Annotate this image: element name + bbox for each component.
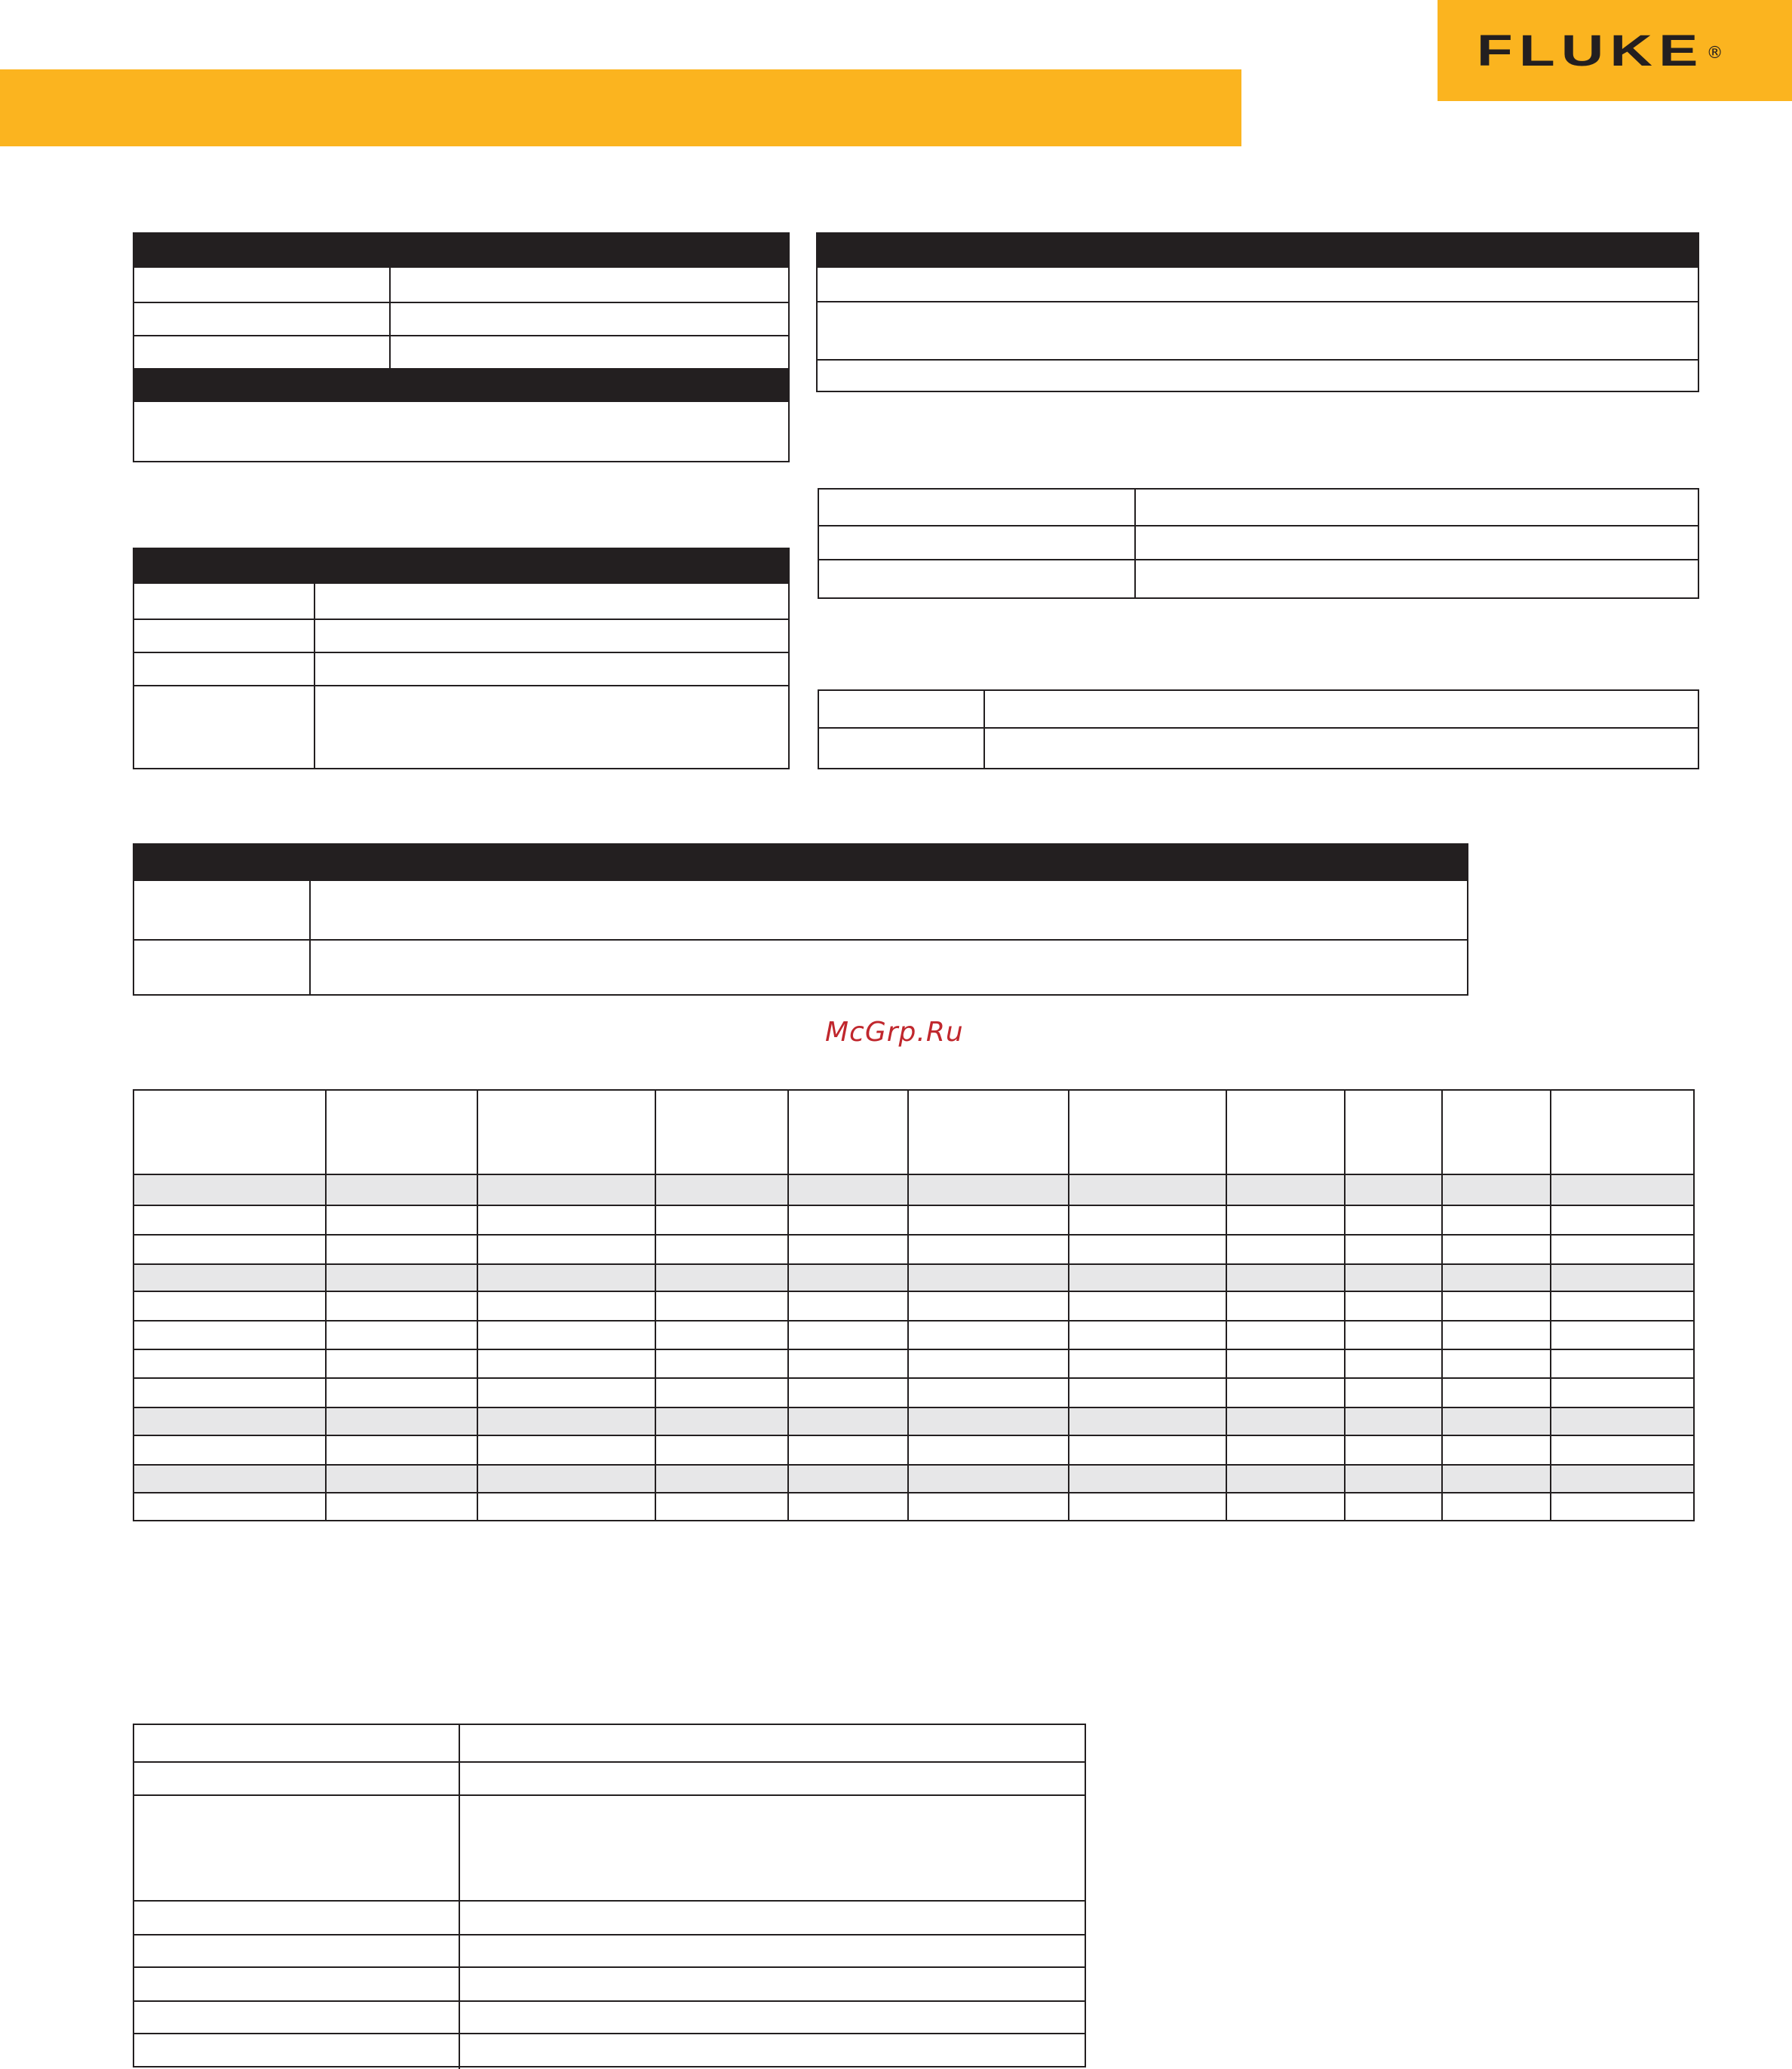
row-divider (134, 2033, 1085, 2034)
header-band (0, 69, 1241, 146)
row-divider (134, 1291, 1693, 1292)
row-divider (134, 1794, 1085, 1796)
row-divider (134, 652, 788, 653)
column-divider (1550, 1091, 1551, 1521)
column-divider (1344, 1091, 1346, 1521)
row-divider (134, 1377, 1693, 1379)
column-divider (983, 691, 985, 769)
row-divider (134, 1761, 1085, 1763)
row-divider (819, 559, 1698, 560)
row-divider (134, 1407, 1693, 1408)
column-divider (655, 1091, 656, 1521)
spec-table-f (133, 843, 1468, 996)
shaded-row (134, 1263, 1693, 1291)
table-header (134, 234, 788, 268)
row-divider (134, 1263, 1693, 1265)
row-divider (134, 1349, 1693, 1350)
watermark: McGrp.Ru (825, 1017, 964, 1048)
registered-mark: ® (1706, 43, 1723, 63)
row-divider (134, 1234, 1693, 1236)
spec-table-d (818, 488, 1699, 599)
column-divider (907, 1091, 909, 1521)
logo-text: FLUKE (1477, 26, 1705, 75)
column-divider (1134, 490, 1136, 599)
row-divider (134, 1464, 1693, 1466)
table-header (134, 845, 1467, 881)
column-divider (1441, 1091, 1443, 1521)
row-divider (134, 619, 788, 620)
row-divider (818, 359, 1698, 361)
row-divider (819, 525, 1698, 526)
row-divider (134, 1966, 1085, 1968)
row-divider (134, 335, 788, 336)
row-divider (134, 685, 788, 686)
row-divider (134, 1492, 1693, 1493)
column-divider (389, 268, 391, 368)
column-divider (314, 584, 315, 769)
column-divider (309, 881, 311, 996)
bottom-table (133, 1724, 1086, 2067)
row-divider (134, 1320, 1693, 1322)
row-divider (818, 301, 1698, 302)
row-divider (134, 1900, 1085, 1902)
shaded-row (134, 1174, 1693, 1205)
column-divider (787, 1091, 789, 1521)
row-divider (134, 302, 788, 303)
column-divider (1226, 1091, 1227, 1521)
column-divider (459, 1725, 460, 2069)
row-divider (134, 1934, 1085, 1935)
column-divider (477, 1091, 478, 1521)
table-subheader (134, 368, 788, 402)
model-grid (133, 1089, 1695, 1521)
column-divider (325, 1091, 327, 1521)
row-divider (134, 1205, 1693, 1206)
row-divider (134, 939, 1467, 941)
spec-table-e (818, 689, 1699, 769)
spec-table-c (133, 548, 790, 769)
table-header (818, 234, 1698, 268)
row-divider (134, 1435, 1693, 1436)
column-divider (1068, 1091, 1069, 1521)
row-divider (819, 727, 1698, 729)
spec-table-a (133, 232, 790, 462)
row-divider (134, 2000, 1085, 2002)
spec-table-b (816, 232, 1699, 392)
shaded-row (134, 1464, 1693, 1492)
row-divider (134, 1174, 1693, 1175)
fluke-logo (1438, 0, 1792, 101)
table-header (134, 549, 788, 584)
shaded-row (134, 1407, 1693, 1435)
